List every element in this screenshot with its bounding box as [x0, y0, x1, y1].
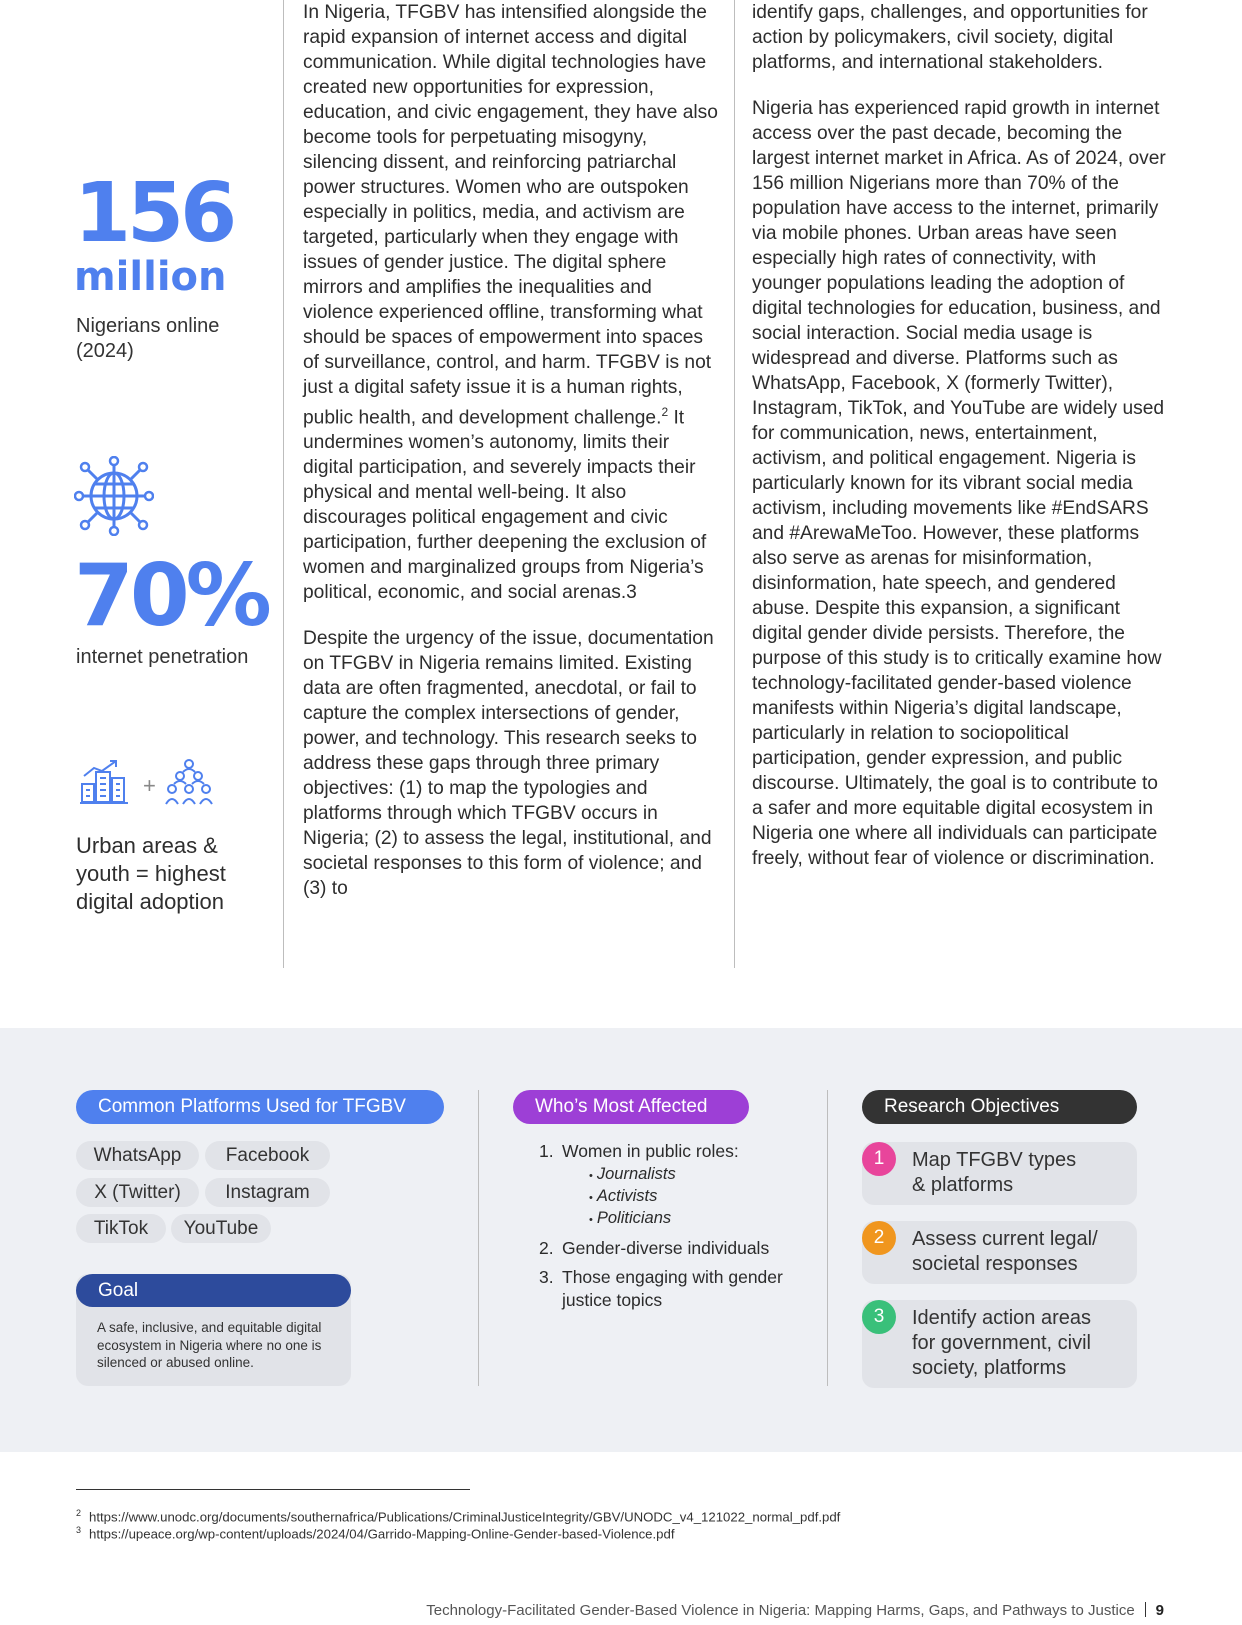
objective-text-2: [912, 1227, 1098, 1277]
column-divider-right: [734, 0, 735, 968]
platform-chip-x: X (Twitter): [76, 1178, 199, 1207]
affected-heading: Who’s Most Affected: [513, 1090, 749, 1124]
affected-item-1-num: 1.: [539, 1141, 554, 1161]
affected-sub-activists-label: Activists: [596, 1187, 658, 1205]
objective-1-line1: Map TFGBV types: [912, 1149, 1077, 1171]
objective-3-line1: Identify action areas: [912, 1307, 1091, 1329]
objective-number-3: 3: [862, 1300, 896, 1334]
objectives-heading: Research Objectives: [862, 1090, 1137, 1124]
footer-title: Technology-Facilitated Gender-Based Violence in Nigeria: Mapping Harms, Gaps, and Pathways to Justice: [426, 1602, 1135, 1619]
middle-text-column: [303, 0, 721, 901]
middle-paragraph-2: Despite the urgency of the issue, documentation on TFGBV in Nigeria remains limited. Existing data are often fragmented, anecdotal, or fail to capture the complex intersections of gender, power, and technology. This research seeks to address these gaps through three primary objectives: (1) to map the typologies and platforms through which TFGBV occurs in Nigeria; (2) to assess the legal, institutional, and societal responses to this form of violence; and (3) to: [303, 628, 714, 900]
footnote-2-link[interactable]: https://www.unodc.org/documents/southernafrica/Publications/CriminalJusticeIntegrity/GBV/UNODC_v4_121022_normal_pdf.pdf: [89, 1509, 841, 1525]
affected-item-2-num: 2.: [539, 1238, 554, 1258]
stat-penetration-value: 70%: [74, 546, 268, 646]
platform-chip-facebook: Facebook: [205, 1141, 330, 1170]
adoption-caption-line2: youth = highest: [76, 861, 226, 886]
stat-users-caption: [76, 314, 219, 364]
band-divider-2: [827, 1090, 828, 1386]
affected-sub-journalists: [589, 1165, 676, 1184]
middle-paragraph-1: [303, 0, 721, 605]
adoption-caption: [76, 832, 276, 916]
objective-text-1: [912, 1148, 1076, 1198]
globe-network-icon: [74, 456, 154, 536]
stat-users-caption-line1: Nigerians online: [76, 315, 220, 337]
affected-item-2: Gender-diverse individuals: [562, 1238, 770, 1258]
objective-text-3: [912, 1306, 1091, 1381]
footnote-2: [76, 1508, 840, 1524]
page-footer: [426, 1602, 1164, 1619]
affected-sub-activists: [589, 1187, 657, 1206]
adoption-caption-line3: digital adoption: [76, 889, 225, 914]
right-paragraph-2: Nigeria has experienced rapid growth in internet access over the past decade, becoming the largest internet market in Africa. As of 2024, over 156 million Nigerians more than 70% of the population have access to the internet, primarily via mobile phones. Urban areas have seen especially high rates of connectivity, with younger populations leading the adoption of digital technologies for education, business, and social interaction. Social media usage is widespread and diverse. Platforms such as WhatsApp, Facebook, X (formerly Twitter), Instagram, TikTok, and YouTube are widely used for communication, news, entertainment, activism, and political engagement. Nigeria is particularly known for its vibrant social media activism, including movements like #EndSARS and #ArewaMeToo. However, these platforms also serve as arenas for misinformation, disinformation, hate speech, and gendered abuse. Despite this expansion, a significant digital gender divide persists. Therefore, the purpose of this study is to critically examine how technology-facilitated gender-based violence manifests within Nigeria’s digital landscape, particularly in relation to sociopolitical participation, gender expression, and public discourse. Ultimately, the goal is to contribute to a safer and more equitable digital ecosystem in Nigeria one where all individuals can participate freely, without fear of violence or discrimination.: [752, 98, 1166, 869]
objective-1-line2: & platforms: [912, 1174, 1014, 1196]
objective-2-line2: societal responses: [912, 1253, 1078, 1275]
bullet: •: [589, 1170, 593, 1182]
footnote-3: [76, 1525, 675, 1541]
affected-item-3-line1: Those engaging with gender: [562, 1267, 783, 1287]
platform-chip-youtube: YouTube: [171, 1214, 271, 1243]
stat-users-number: 156: [74, 166, 234, 261]
platform-chip-instagram: Instagram: [205, 1178, 330, 1207]
middle-paragraph-1-part2: It undermines women’s autonomy, limits their digital participation, and severely impacts their physical and mental well-being. It also discourages political engagement and civic participation, further deepening the exclusion of women and marginalized groups from Nigeria’s political, economic, and social arenas.3: [303, 407, 707, 604]
stat-users-caption-line2: (2024): [76, 340, 134, 362]
objective-3-line2: for government, civil: [912, 1332, 1091, 1354]
objective-3-line3: society, platforms: [912, 1357, 1067, 1379]
right-text-column: [752, 0, 1170, 871]
column-divider-left: [283, 0, 284, 968]
plus-sign: +: [143, 773, 156, 798]
footnote-3-link[interactable]: https://upeace.org/wp-content/uploads/2024/04/Garrido-Mapping-Online-Gender-based-Violence.pdf: [89, 1526, 675, 1542]
stat-users-unit: million: [74, 254, 227, 300]
footnote-rule: [76, 1489, 470, 1490]
objective-number-2: 2: [862, 1221, 896, 1255]
platform-chip-whatsapp: WhatsApp: [76, 1141, 199, 1170]
bullet: •: [589, 1214, 593, 1226]
bullet: •: [589, 1192, 593, 1204]
urban-growth-icon: [80, 758, 132, 804]
footnote-2-number: 2: [76, 1508, 82, 1518]
band-divider-1: [478, 1090, 479, 1386]
affected-item-1: Women in public roles:: [562, 1141, 739, 1161]
footnote-3-number: 3: [76, 1525, 82, 1535]
goal-heading: Goal: [76, 1274, 351, 1307]
affected-item-3-line2: justice topics: [562, 1290, 663, 1310]
platform-chip-tiktok: TikTok: [76, 1214, 166, 1243]
stat-penetration-caption: internet penetration: [76, 646, 249, 668]
affected-item-3-num: 3.: [539, 1267, 554, 1287]
goal-text: A safe, inclusive, and equitable digital ecosystem in Nigeria where no one is silenced or abused online.: [97, 1320, 322, 1370]
affected-sub-politicians: [589, 1209, 671, 1228]
middle-paragraph-1-part1: In Nigeria, TFGBV has intensified alongside the rapid expansion of internet access and digital communication. While digital technologies have created new opportunities for expression, education, and civic engagement, they have also become tools for perpetuating misogyny, silencing dissent, and reinforcing patriarchal power structures. Women who are outspoken especially in politics, media, and activism are targeted, particularly when they engage with issues of gender justice. The digital sphere mirrors and amplifies the inequalities and violence experienced offline, transforming what should be spaces of empowerment into spaces of surveillance, control, and harm. TFGBV is not just a digital safety issue it is a human rights, public health, and development challenge.: [303, 2, 718, 429]
objective-2-line1: Assess current legal/: [912, 1228, 1098, 1250]
affected-sub-journalists-label: Journalists: [596, 1165, 676, 1183]
right-paragraph-1: identify gaps, challenges, and opportunities for action by policymakers, civil society, digital platforms, and international stakeholders.: [752, 2, 1148, 73]
objective-number-1: 1: [862, 1142, 896, 1176]
footnote-ref-2[interactable]: 2: [661, 405, 669, 419]
adoption-caption-line1: Urban areas &: [76, 833, 218, 858]
platforms-heading: Common Platforms Used for TFGBV: [76, 1090, 444, 1124]
footer-separator: [1145, 1602, 1146, 1617]
affected-sub-politicians-label: Politicians: [596, 1209, 672, 1227]
page-number: 9: [1155, 1602, 1164, 1619]
youth-group-icon: [164, 758, 214, 806]
